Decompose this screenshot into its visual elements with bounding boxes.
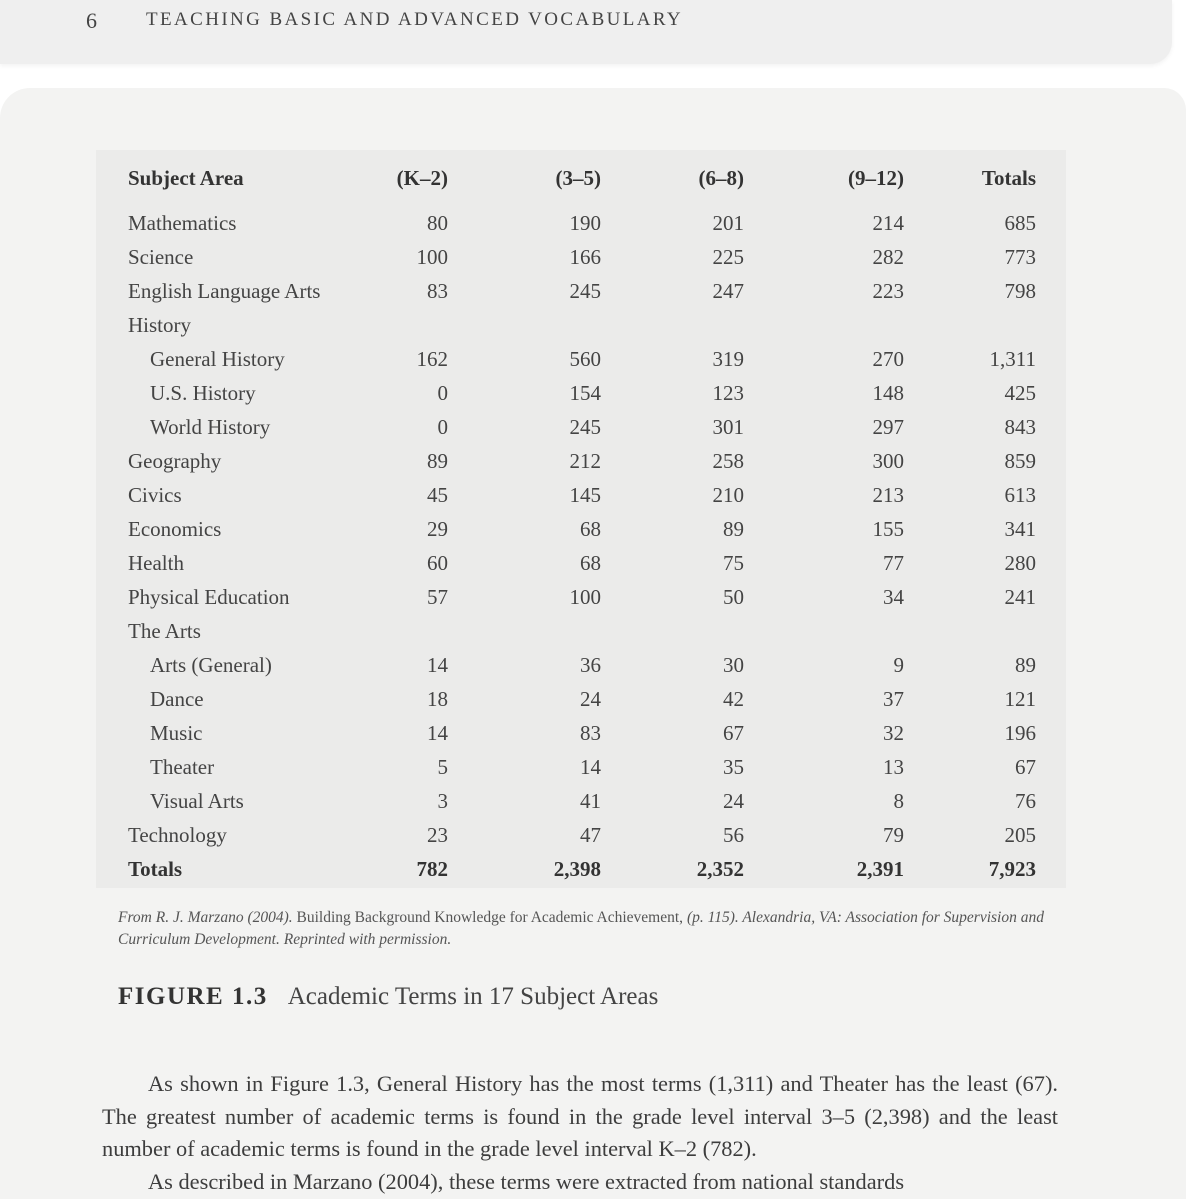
cell-value: 145	[569, 483, 601, 507]
cell-value: 162	[416, 347, 448, 371]
table-totals-row	[118, 852, 1036, 886]
cell-value: 210	[712, 483, 744, 507]
cell-value: 79	[883, 823, 904, 847]
cell-total: 773	[1004, 245, 1036, 269]
cell-value	[601, 308, 744, 342]
cell-value: 42	[723, 687, 744, 711]
cell-value: 68	[580, 551, 601, 575]
cell-value: 2,398	[553, 857, 601, 881]
cell-value: 245	[569, 415, 601, 439]
cell-value: 123	[712, 381, 744, 405]
previous-page-strip	[0, 0, 1172, 64]
table-row	[118, 750, 1036, 784]
cell-value	[448, 308, 601, 342]
row-label: Dance	[150, 687, 204, 711]
row-label: Mathematics	[128, 211, 237, 235]
figure-title: Academic Terms in 17 Subject Areas	[287, 983, 659, 1010]
table-row	[118, 784, 1036, 818]
row-label: Totals	[128, 857, 183, 881]
cell-value	[368, 614, 448, 648]
table-row	[118, 240, 1036, 274]
column-header-totals: Totals	[981, 166, 1036, 190]
body-paragraph: As described in Marzano (2004), these terms were extracted from national standards	[148, 1168, 905, 1194]
cell-value: 5	[437, 755, 448, 779]
table-row	[118, 206, 1036, 240]
cell-value: 560	[569, 347, 601, 371]
cell-value: 18	[427, 687, 448, 711]
table-header-row	[118, 156, 1036, 206]
cell-total: 1,311	[989, 347, 1036, 371]
body-text	[102, 1068, 1058, 1198]
cell-value: 47	[580, 823, 601, 847]
cell-value: 56	[723, 823, 744, 847]
cell-value: 9	[893, 653, 904, 677]
cell-value: 782	[416, 857, 448, 881]
cell-value: 301	[712, 415, 744, 439]
cell-value: 282	[872, 245, 904, 269]
cell-value: 89	[427, 449, 448, 473]
cell-total: 425	[1004, 381, 1036, 405]
cell-value: 50	[723, 585, 744, 609]
row-label: U.S. History	[150, 381, 256, 405]
cell-value: 258	[712, 449, 744, 473]
source-note-book-title: Building Background Knowledge for Academic Achievement,	[296, 909, 684, 926]
cell-value: 23	[427, 823, 448, 847]
cell-value: 24	[580, 687, 601, 711]
academic-terms-table	[118, 156, 1036, 886]
table-row	[118, 410, 1036, 444]
cell-total: 89	[1015, 653, 1036, 677]
row-label: Music	[150, 721, 203, 745]
column-header-9-12: (9–12)	[848, 166, 904, 190]
cell-total: 843	[1004, 415, 1036, 439]
cell-total: 196	[1004, 721, 1036, 745]
table-row	[118, 818, 1036, 852]
table-row	[118, 444, 1036, 478]
cell-total: 280	[1004, 551, 1036, 575]
cell-value: 77	[883, 551, 904, 575]
column-header-k2: (K–2)	[396, 166, 448, 190]
body-paragraph: As shown in Figure 1.3, General History has the most terms (1,311) and Theater has the least (67). The greatest number of academic terms is found in the grade level interval 3–5 (2,398) and the least number of academic terms is found in the grade level interval K–2 (782).	[102, 1071, 1058, 1161]
row-label: Civics	[128, 483, 182, 507]
cell-value: 14	[427, 721, 448, 745]
cell-value: 0	[437, 381, 448, 405]
cell-total: 76	[1015, 789, 1036, 813]
cell-value: 80	[427, 211, 448, 235]
cell-value: 57	[427, 585, 448, 609]
cell-value: 24	[723, 789, 744, 813]
cell-value: 154	[569, 381, 601, 405]
cell-value: 14	[580, 755, 601, 779]
cell-total: 205	[1004, 823, 1036, 847]
row-label: Physical Education	[128, 585, 290, 609]
table-group-row	[118, 614, 1036, 648]
cell-value: 148	[872, 381, 904, 405]
cell-value: 83	[580, 721, 601, 745]
cell-value: 35	[723, 755, 744, 779]
table-row	[118, 274, 1036, 308]
cell-value	[601, 614, 744, 648]
cell-value: 13	[883, 755, 904, 779]
cell-total: 7,923	[988, 857, 1036, 881]
cell-total: 241	[1004, 585, 1036, 609]
cell-value: 29	[427, 517, 448, 541]
cell-value: 14	[427, 653, 448, 677]
row-label: Visual Arts	[150, 789, 244, 813]
cell-value: 319	[712, 347, 744, 371]
cell-value	[744, 614, 904, 648]
cell-value: 2,391	[856, 857, 904, 881]
cell-total: 859	[1004, 449, 1036, 473]
figure-label: FIGURE 1.3	[118, 983, 268, 1010]
cell-value: 67	[723, 721, 744, 745]
cell-value: 45	[427, 483, 448, 507]
cell-total: 67	[1015, 755, 1036, 779]
cell-value: 213	[872, 483, 904, 507]
cell-value: 212	[569, 449, 601, 473]
page-number: 6	[86, 8, 98, 33]
figure-caption	[118, 983, 658, 1011]
table-row	[118, 716, 1036, 750]
cell-value: 247	[712, 279, 744, 303]
cell-value: 36	[580, 653, 601, 677]
cell-value: 223	[872, 279, 904, 303]
cell-value: 89	[723, 517, 744, 541]
column-header-6-8: (6–8)	[698, 166, 744, 190]
row-label: Theater	[150, 755, 215, 779]
cell-total	[904, 614, 1036, 648]
cell-value: 100	[416, 245, 448, 269]
cell-value	[448, 614, 601, 648]
source-note-suffix: (p. 115). Alexandria, VA: Association for Supervision and Curriculum Development. Reprinted with permission.	[118, 909, 1044, 948]
row-label: Health	[128, 551, 184, 575]
cell-total: 341	[1004, 517, 1036, 541]
row-group-label: History	[128, 313, 191, 337]
row-label: Economics	[128, 517, 222, 541]
row-label: English Language Arts	[128, 279, 321, 303]
running-head: TEACHING BASIC AND ADVANCED VOCABULARY	[146, 9, 684, 30]
row-label: Geography	[128, 449, 222, 473]
cell-value: 270	[872, 347, 904, 371]
table-group-row	[118, 308, 1036, 342]
source-note-prefix: From R. J. Marzano (2004).	[118, 909, 297, 926]
cell-total	[904, 308, 1036, 342]
cell-total: 121	[1004, 687, 1036, 711]
row-label: Science	[128, 245, 194, 269]
source-note	[118, 907, 1058, 951]
table-row	[118, 546, 1036, 580]
cell-value	[368, 308, 448, 342]
row-label: General History	[150, 347, 285, 371]
cell-value: 34	[883, 585, 904, 609]
table-row	[118, 342, 1036, 376]
cell-value: 83	[427, 279, 448, 303]
cell-value: 245	[569, 279, 601, 303]
table-row	[118, 580, 1036, 614]
table-row	[118, 512, 1036, 546]
row-label: Arts (General)	[150, 653, 272, 677]
row-label: World History	[150, 415, 271, 439]
cell-value: 225	[712, 245, 744, 269]
cell-value: 155	[872, 517, 904, 541]
row-label: Technology	[128, 823, 227, 847]
cell-total: 613	[1004, 483, 1036, 507]
table-row	[118, 478, 1036, 512]
table-row	[118, 682, 1036, 716]
cell-value: 37	[883, 687, 904, 711]
cell-value: 100	[569, 585, 601, 609]
column-header-3-5: (3–5)	[555, 166, 601, 190]
row-group-label: The Arts	[128, 619, 201, 643]
cell-value: 8	[893, 789, 904, 813]
cell-value: 32	[883, 721, 904, 745]
cell-value: 41	[580, 789, 601, 813]
cell-value: 60	[427, 551, 448, 575]
cell-total: 798	[1004, 279, 1036, 303]
cell-value: 297	[872, 415, 904, 439]
cell-value: 0	[437, 415, 448, 439]
cell-value: 214	[872, 211, 904, 235]
table-row	[118, 376, 1036, 410]
cell-value: 190	[569, 211, 601, 235]
column-header-subject: Subject Area	[128, 166, 244, 190]
cell-value: 166	[569, 245, 601, 269]
cell-value: 68	[580, 517, 601, 541]
cell-value: 75	[723, 551, 744, 575]
table-row	[118, 648, 1036, 682]
cell-total: 685	[1004, 211, 1036, 235]
cell-value	[744, 308, 904, 342]
cell-value: 30	[723, 653, 744, 677]
cell-value: 2,352	[696, 857, 744, 881]
cell-value: 201	[712, 211, 744, 235]
cell-value: 300	[872, 449, 904, 473]
cell-value: 3	[437, 789, 448, 813]
